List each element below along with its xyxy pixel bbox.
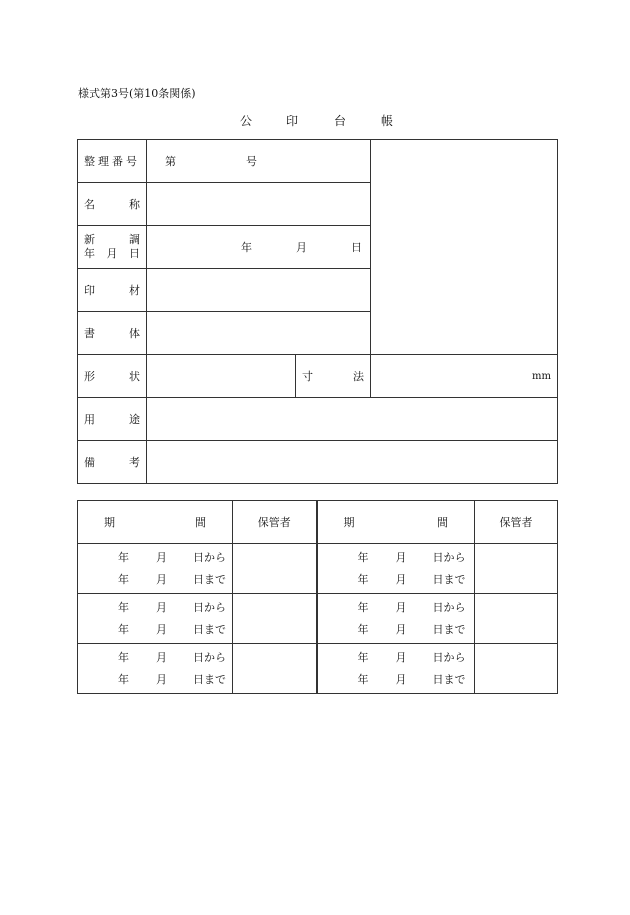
from-year: 年 xyxy=(118,651,129,664)
keeper-cell[interactable] xyxy=(233,544,317,594)
name-label-1: 名 xyxy=(84,198,95,211)
date-month: 月 xyxy=(296,241,307,254)
from-year: 年 xyxy=(357,551,369,564)
script-field[interactable] xyxy=(147,312,371,355)
keeper-cell[interactable] xyxy=(475,544,558,594)
period-header-char-1: 期 xyxy=(104,516,115,529)
period-to-line xyxy=(78,669,232,691)
period-from-line xyxy=(318,647,475,669)
use-label-2: 途 xyxy=(129,413,140,426)
number-label: 整理番号 xyxy=(84,155,140,168)
material-field[interactable] xyxy=(147,269,371,312)
shape-field[interactable] xyxy=(147,355,296,398)
new-date-field[interactable] xyxy=(147,226,371,269)
name-field[interactable] xyxy=(147,183,371,226)
from-day: 日から xyxy=(193,651,226,664)
dimension-label-1: 寸 xyxy=(302,370,313,383)
number-field[interactable] xyxy=(147,140,371,183)
period-from-line xyxy=(318,547,475,569)
from-month: 月 xyxy=(156,651,167,664)
material-label-1: 印 xyxy=(84,284,95,297)
shape-label-cell xyxy=(78,355,147,398)
to-year: 年 xyxy=(118,673,129,686)
date-day: 日 xyxy=(351,241,362,254)
use-label-1: 用 xyxy=(84,413,95,426)
title-char-4: 帳 xyxy=(381,114,394,128)
material-label-cell xyxy=(78,269,147,312)
to-year: 年 xyxy=(357,673,369,686)
form-number-label: 様式第3号(第10条関係) xyxy=(78,87,196,100)
period-header-left xyxy=(78,501,233,544)
name-label-2: 称 xyxy=(129,198,140,211)
to-month: 月 xyxy=(156,673,167,686)
period-from-line xyxy=(78,647,232,669)
ymd-label-3: 日 xyxy=(129,247,140,260)
remarks-label-1: 備 xyxy=(84,456,95,469)
dimension-unit: mm xyxy=(532,370,551,382)
keeper-header-right: 保管者 xyxy=(475,501,558,544)
new-label-1: 新 xyxy=(84,233,95,246)
from-year: 年 xyxy=(118,601,129,614)
to-year: 年 xyxy=(357,623,369,636)
name-label-cell xyxy=(78,183,147,226)
keeper-header-left: 保管者 xyxy=(233,501,317,544)
script-label-2: 体 xyxy=(129,327,140,340)
keeper-cell[interactable] xyxy=(233,594,317,644)
period-cell[interactable] xyxy=(78,644,233,694)
from-day: 日から xyxy=(193,551,226,564)
keeper-cell[interactable] xyxy=(475,594,558,644)
period-from-line xyxy=(78,597,232,619)
date-year: 年 xyxy=(241,241,252,254)
ymd-label-2: 月 xyxy=(106,247,118,260)
from-year: 年 xyxy=(357,651,369,664)
new-date-label-cell xyxy=(78,226,147,269)
period-to-line xyxy=(78,619,232,641)
document-title xyxy=(0,112,630,126)
to-year: 年 xyxy=(357,573,369,586)
number-label-cell xyxy=(78,140,147,183)
keeper-cell[interactable] xyxy=(475,644,558,694)
dimension-field[interactable] xyxy=(371,355,558,398)
to-day: 日まで xyxy=(193,623,226,636)
period-cell[interactable] xyxy=(78,594,233,644)
custody-period-table xyxy=(77,500,558,694)
period-header-char-2: 間 xyxy=(195,516,206,529)
title-char-2: 印 xyxy=(286,114,299,128)
title-char-3: 台 xyxy=(334,114,347,128)
from-month: 月 xyxy=(156,601,167,614)
from-month: 月 xyxy=(156,551,167,564)
use-label-cell xyxy=(78,398,147,441)
number-prefix: 第 xyxy=(165,155,176,168)
number-suffix: 号 xyxy=(246,155,257,168)
from-day: 日から xyxy=(193,601,226,614)
from-day: 日から xyxy=(432,601,466,614)
to-month: 月 xyxy=(156,573,167,586)
dimension-label-cell xyxy=(296,355,371,398)
remarks-label-2: 考 xyxy=(129,456,140,469)
period-cell[interactable] xyxy=(317,644,475,694)
period-to-line xyxy=(318,619,475,641)
from-year: 年 xyxy=(357,601,369,614)
period-cell[interactable] xyxy=(317,544,475,594)
ymd-label-1: 年 xyxy=(84,247,95,260)
shape-label-1: 形 xyxy=(84,370,95,383)
new-label-2: 調 xyxy=(129,233,140,246)
to-day: 日まで xyxy=(193,573,226,586)
period-to-line xyxy=(318,669,475,691)
script-label-cell xyxy=(78,312,147,355)
to-year: 年 xyxy=(118,623,129,636)
use-field[interactable] xyxy=(147,398,558,441)
shape-label-2: 状 xyxy=(129,370,140,383)
from-month: 月 xyxy=(395,601,407,614)
period-from-line xyxy=(318,597,475,619)
to-day: 日まで xyxy=(432,623,466,636)
from-day: 日から xyxy=(432,551,466,564)
from-month: 月 xyxy=(395,551,407,564)
from-year: 年 xyxy=(118,551,129,564)
to-month: 月 xyxy=(156,623,167,636)
keeper-cell[interactable] xyxy=(233,644,317,694)
period-to-line xyxy=(318,569,475,591)
to-month: 月 xyxy=(395,673,407,686)
dimension-label-2: 法 xyxy=(353,370,364,383)
period-to-line xyxy=(78,569,232,591)
from-month: 月 xyxy=(395,651,407,664)
script-label-1: 書 xyxy=(84,327,95,340)
period-header-char-1: 期 xyxy=(343,516,355,529)
to-day: 日まで xyxy=(193,673,226,686)
from-day: 日から xyxy=(432,651,466,664)
to-month: 月 xyxy=(395,623,407,636)
period-header-char-2: 間 xyxy=(437,516,448,529)
period-cell[interactable] xyxy=(78,544,233,594)
title-char-1: 公 xyxy=(240,114,253,128)
remarks-label-cell xyxy=(78,441,147,484)
seal-impression-box[interactable] xyxy=(371,140,558,355)
to-day: 日まで xyxy=(432,573,466,586)
material-label-2: 材 xyxy=(129,284,140,297)
period-header-right xyxy=(317,501,475,544)
to-month: 月 xyxy=(395,573,407,586)
to-day: 日まで xyxy=(432,673,466,686)
to-year: 年 xyxy=(118,573,129,586)
period-from-line xyxy=(78,547,232,569)
period-cell[interactable] xyxy=(317,594,475,644)
seal-register-table xyxy=(77,139,558,484)
remarks-field[interactable] xyxy=(147,441,558,484)
